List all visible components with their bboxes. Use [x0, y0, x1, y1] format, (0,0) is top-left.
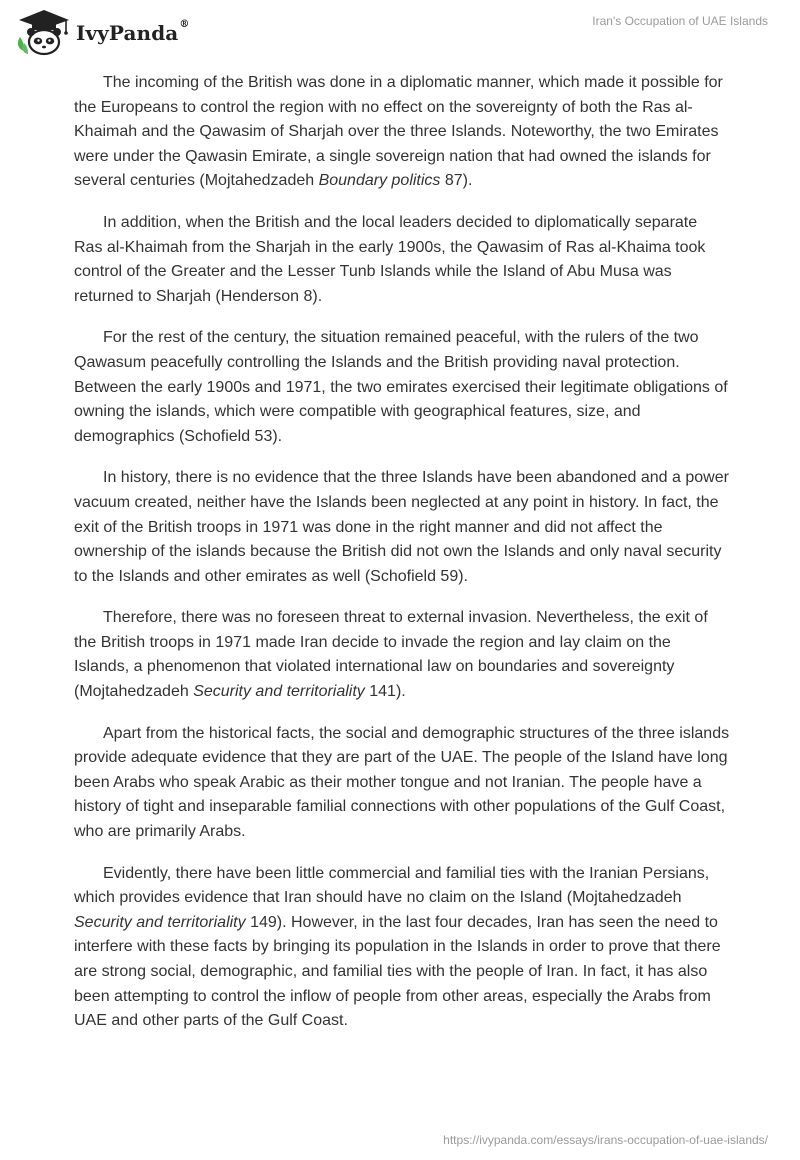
paragraph-text: The incoming of the British was done in a diplomatic manner, which made it possible for the Europeans to control the region with no effect on the sovereignty of both the Ras al-Khaimah and the Qawasim of Sharjah over the three Islands. Noteworthy, the two Emirates were under the Qawasin Emirate, a single sovereign nation that had owned the islands for several centuries (Mojtahedzadeh	[74, 74, 723, 190]
paragraph-text: 149). However, in the last four decades, Iran has seen the need to interfere with these facts by bringing its population in the Islands in order to prove that there are strong social, demographic, and familial ties with the people of Iran. In fact, it has also been attempting to control the inflow of people from other areas, especially the Arabs from UAE and other parts of the Gulf Coast.	[74, 913, 721, 1030]
logo-wordmark	[76, 21, 189, 45]
source-url[interactable]: https://ivypanda.com/essays/irans-occupation-of-uae-islands/	[443, 1133, 768, 1147]
paragraph	[74, 211, 730, 309]
paragraph-text: 87).	[440, 172, 473, 190]
document-title: Iran's Occupation of UAE Islands	[592, 14, 768, 28]
essay-body	[74, 71, 730, 1051]
registered-mark: ®	[179, 19, 190, 30]
paragraph	[74, 722, 730, 845]
paragraph	[74, 466, 730, 589]
paragraph	[74, 606, 730, 704]
citation-title: Security and territoriality	[193, 683, 365, 701]
page-header	[0, 0, 800, 70]
panda-graduation-cap-icon	[14, 7, 74, 57]
citation-title: Boundary politics	[318, 172, 441, 190]
paragraph	[74, 326, 730, 449]
paragraph-text: In history, there is no evidence that the three Islands have been abandoned and a power vacuum created, neither have the Islands been neglected at any point in history. In fact, the exit of the British troops in 1971 was done in the right manner and did not affect the ownership of the islands because the British did not own the Islands and only naval security to the Islands and other emirates as well (Schofield 59).	[74, 469, 729, 585]
paragraph-text: Evidently, there have been little commercial and familial ties with the Iranian Persians, which provides evidence that Iran should have no claim on the Island (Mojtahedzadeh	[74, 864, 710, 907]
paragraph-text: Therefore, there was no foreseen threat to external invasion. Nevertheless, the exit of the British troops in 1971 made Iran decide to invade the region and lay claim on the Islands, a phenomenon that violated international law on boundaries and sovereignty (Mojtahedzadeh	[74, 609, 708, 701]
paragraph-text: 141).	[364, 683, 406, 701]
paragraph-text: In addition, when the British and the local leaders decided to diplomatically separate Ras al-Khaimah from the Sharjah in the early 1900s, the Qawasim of Ras al-Khaima took control of the Greater and the Lesser Tunb Islands while the Island of Abu Musa was returned to Sharjah (Henderson 8).	[74, 213, 706, 305]
paragraph-text: For the rest of the century, the situation remained peaceful, with the rulers of the two Qawasum peacefully controlling the Islands and the British providing naval protection. Between the early 1900s and 1971, the two emirates exercised their legitimate obligations of owning the islands, which were compatible with geographical features, size, and demographics (Schofield 53).	[74, 329, 728, 445]
paragraph	[74, 71, 730, 194]
citation-title: Security and territoriality	[74, 913, 246, 931]
paragraph	[74, 862, 730, 1034]
logo-name: IvyPanda	[76, 21, 179, 45]
paragraph-text: Apart from the historical facts, the social and demographic structures of the three islands provide adequate evidence that they are part of the UAE. The people of the Island have long been Arabs who speak Arabic as their mother tongue and not Iranian. The people have a history of tight and inseparable familial connections with other populations of the Gulf Coast, who are primarily Arabs.	[74, 724, 730, 841]
ivypanda-logo[interactable]	[14, 7, 189, 57]
